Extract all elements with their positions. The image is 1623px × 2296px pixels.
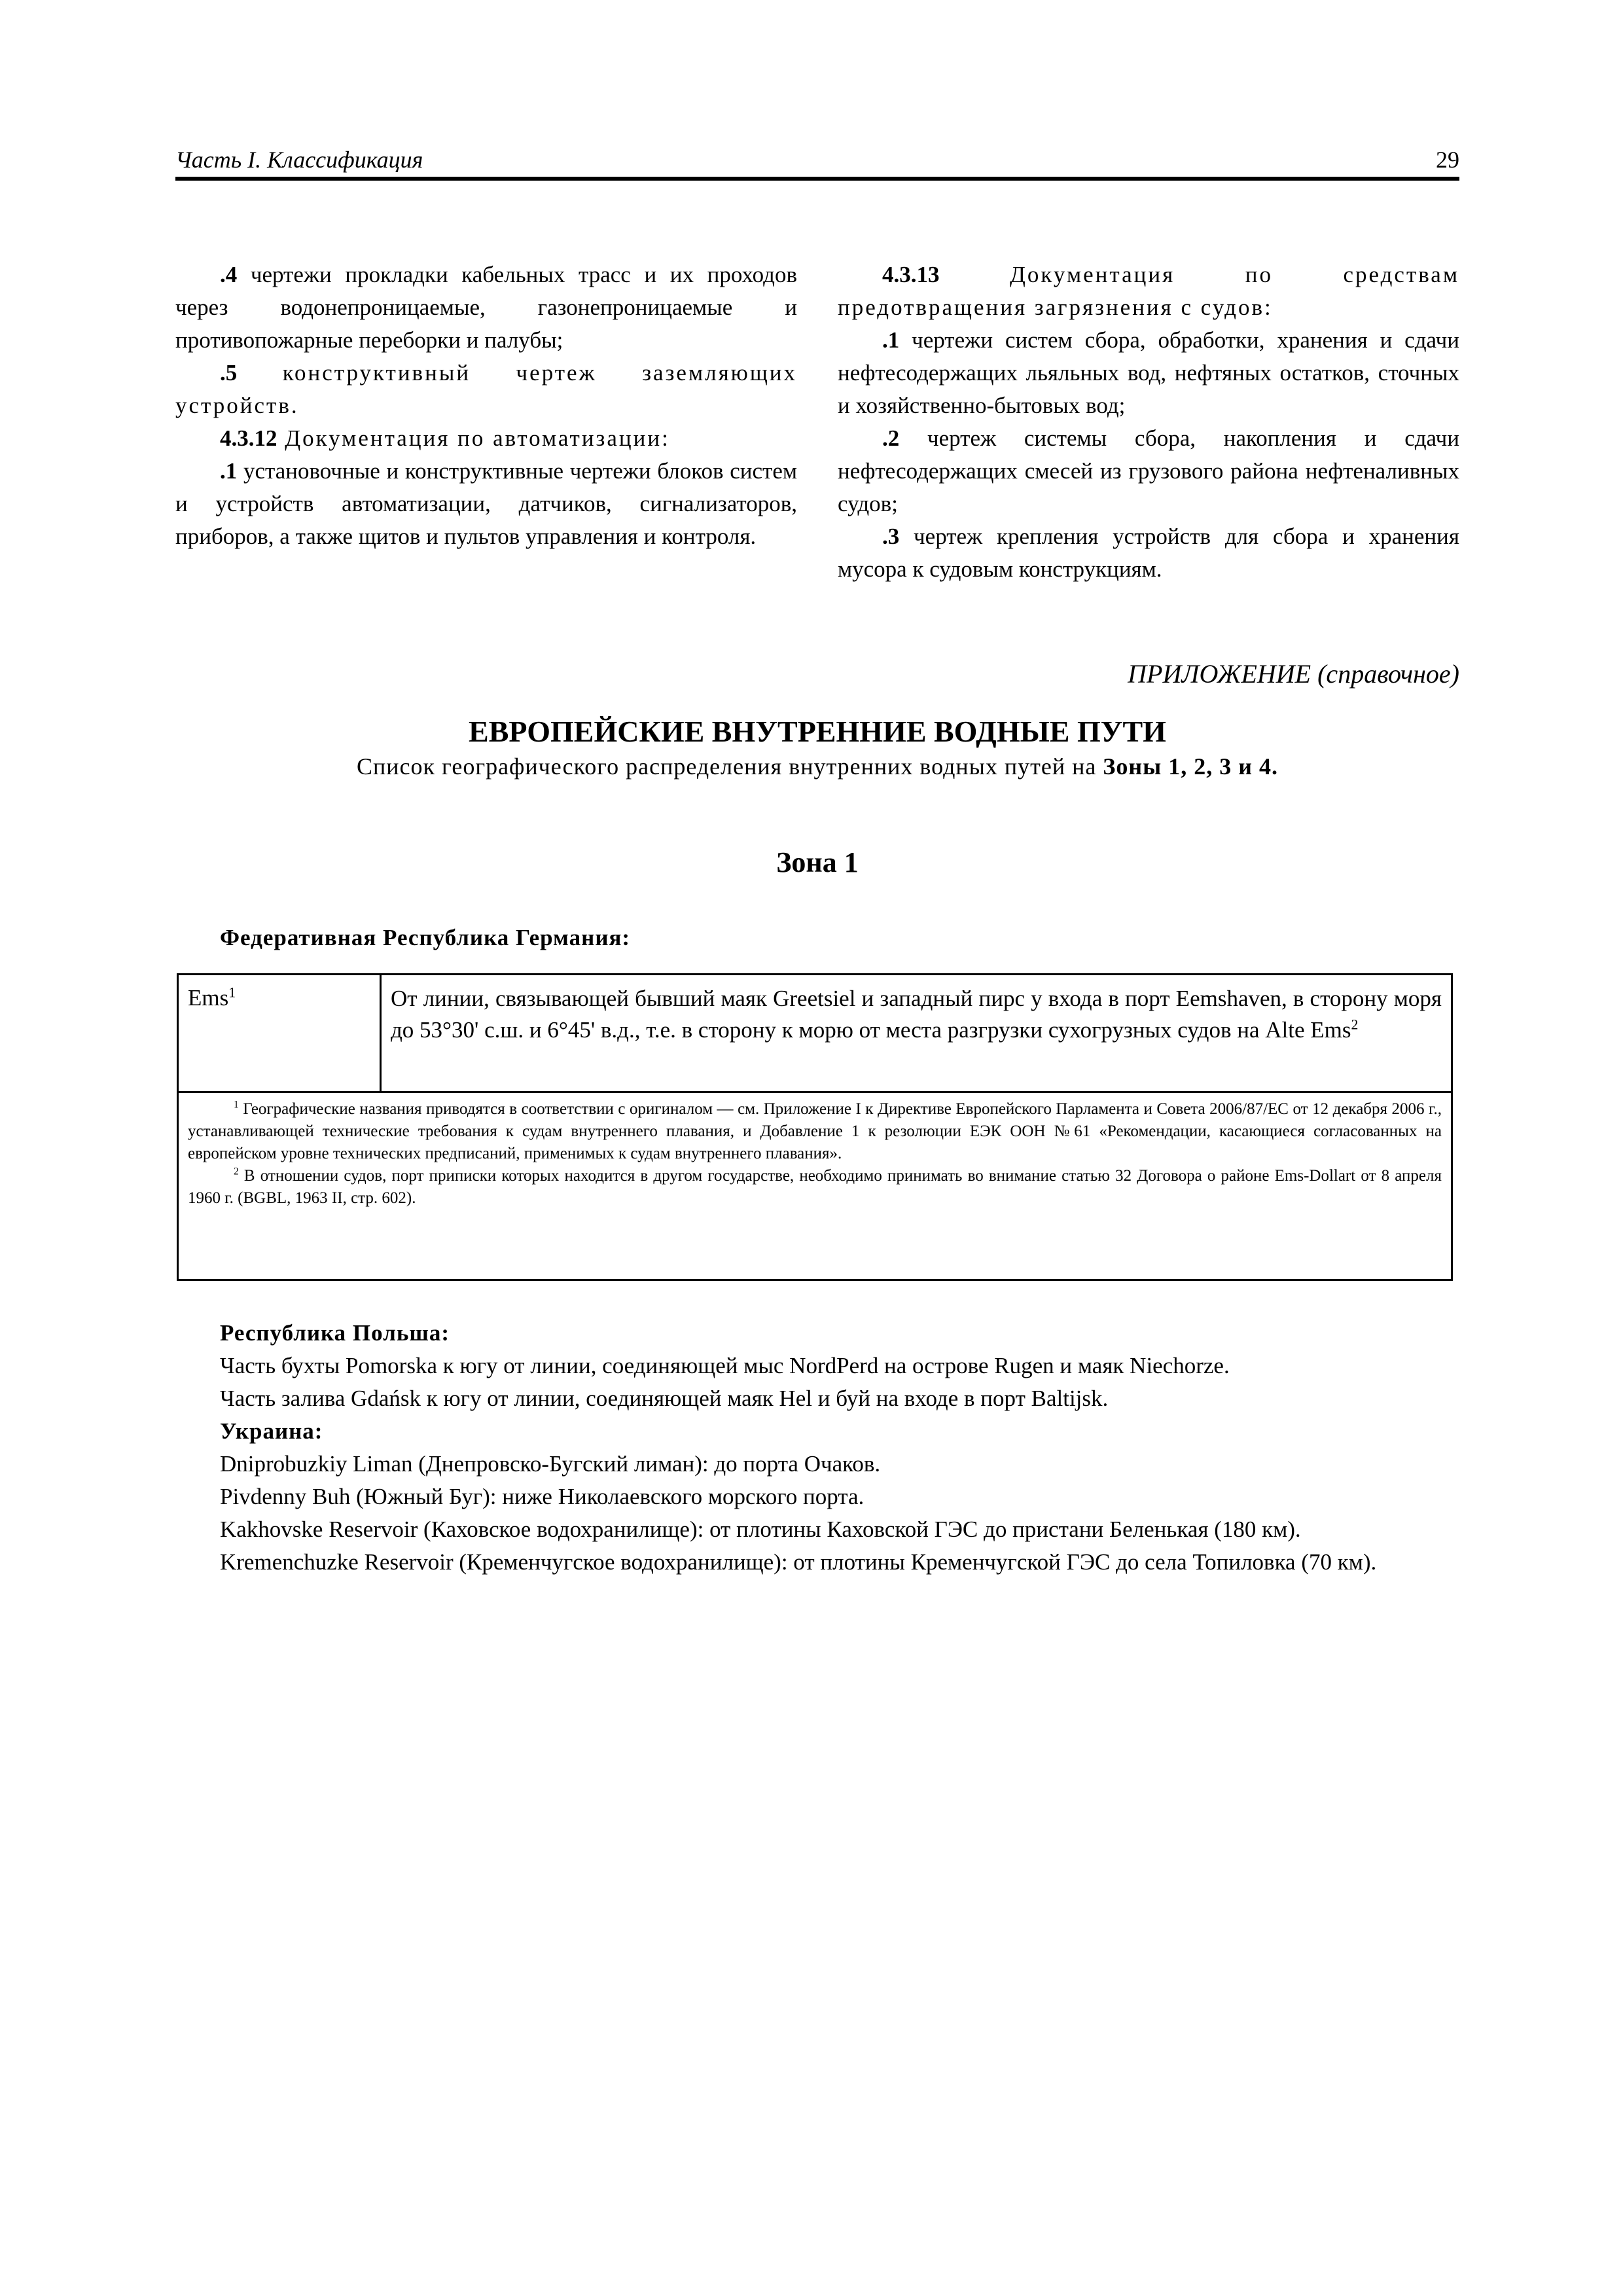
- page-number: 29: [1436, 147, 1459, 173]
- section-title: Часть I. Классификация: [175, 147, 423, 173]
- list-item: Часть залива Gdańsk к югу от линии, соединяющей маяк Hel и буй на входе в порт Baltijsk.: [220, 1386, 1109, 1411]
- left-item-5: .5 конструктивный чертеж заземляющих устройств.: [175, 360, 797, 418]
- country-poland: Республика Польша:: [220, 1320, 450, 1346]
- waterway-name-cell: Ems$^1$: [179, 975, 382, 1091]
- list-item: Kakhovske Reservoir (Каховское водохранилище): от плотины Каховской ГЭС до пристани Беленькая (180 км).: [220, 1516, 1301, 1542]
- waterway-list: [175, 1317, 1459, 1579]
- right-section-heading: 4.3.13 Документация по средствам предотвращения загрязнения с судов:: [838, 262, 1459, 320]
- list-item: Dniprobuzkiy Liman (Днепровско-Бугский лиман): до порта Очаков.: [220, 1451, 881, 1477]
- left-column: [175, 259, 797, 553]
- waterway-table: [177, 973, 1453, 1281]
- right-item-2: .2 чертеж системы сбора, накопления и сдачи нефтесодержащих смесей из грузового района нефтеналивных судов;: [838, 425, 1459, 516]
- list-item: Часть бухты Pomorska к югу от линии, соединяющей мыс NordPerd на острове Rugen и маяк Niechorze.: [220, 1353, 1230, 1378]
- right-column: [838, 259, 1459, 586]
- appendix-subtitle: Список географического распределения внутренних водных путей на Зоны 1, 2, 3 и 4.: [357, 753, 1278, 780]
- appendix-title: ЕВРОПЕЙСКИЕ ВНУТРЕННИЕ ВОДНЫЕ ПУТИ: [469, 715, 1166, 748]
- table-footnotes: [179, 1093, 1451, 1215]
- right-item-3: .3 чертеж крепления устройств для сбора и хранения мусора к судовым конструкциям.: [838, 524, 1459, 582]
- footnote-1: $^1$ Географические названия приводятся в соответствии с оригиналом — см. Приложение I к Директиве Европейского Парламента и Совета 2006/87/ЕС от 12 декабря 2006 г., устанавливающей технические требования к судам внутреннего плавания, и Добавление 1 к резолюции ЕЭК ООН №61 «Рекомендации, касающиеся согласованных на европейском уровне технических предписаний, применимых к судам внутреннего плавания».: [188, 1099, 1442, 1162]
- table-row: [179, 975, 1451, 1093]
- country-ukraine: Украина:: [220, 1418, 323, 1444]
- list-item: Kremenchuzke Reservoir (Кременчугское водохранилище): от плотины Кременчугской ГЭС до села Топиловка (70 км).: [220, 1549, 1377, 1575]
- appendix-note: ПРИЛОЖЕНИЕ (справочное): [1128, 659, 1459, 689]
- header-rule: [175, 177, 1459, 181]
- left-section-heading: 4.3.12 Документация по автоматизации:: [220, 425, 670, 451]
- country-germany: Федеративная Республика Германия:: [220, 925, 631, 950]
- right-item-1: .1 чертежи систем сбора, обработки, хранения и сдачи нефтесодержащих льяльных вод, нефтяных остатков, сточных и хозяйственно-бытовых вод;: [838, 327, 1459, 418]
- left-item-1: .1 установочные и конструктивные чертежи блоков систем и устройств автоматизации, датчиков, сигнализаторов, приборов, а также щитов и пультов управления и контроля.: [175, 458, 797, 549]
- waterway-description-cell: От линии, связывающей бывший маяк Greetsiel и западный пирс у входа в порт Eemshaven, в сторону моря до 53°30' с.ш. и 6°45' в.д., т.е. в сторону к морю от места разгрузки сухогрузных судов на Alte Ems$^2$: [391, 986, 1442, 1043]
- footnote-2: $^2$ В отношении судов, порт приписки которых находится в другом государстве, необходимо принимать во внимание статью 32 Договора о районе Ems-Dollart от 8 апреля 1960 г. (BGBL, 1963 II, стр. 602).: [188, 1166, 1442, 1207]
- left-item-4: .4 чертежи прокладки кабельных трасс и их проходов через водонепроницаемые, газонепроницаемые и противопожарные переборки и палубы;: [175, 262, 797, 353]
- list-item: Pivdenny Buh (Южный Буг): ниже Николаевского морского порта.: [220, 1484, 865, 1509]
- zone-heading: Зона 1: [776, 846, 859, 878]
